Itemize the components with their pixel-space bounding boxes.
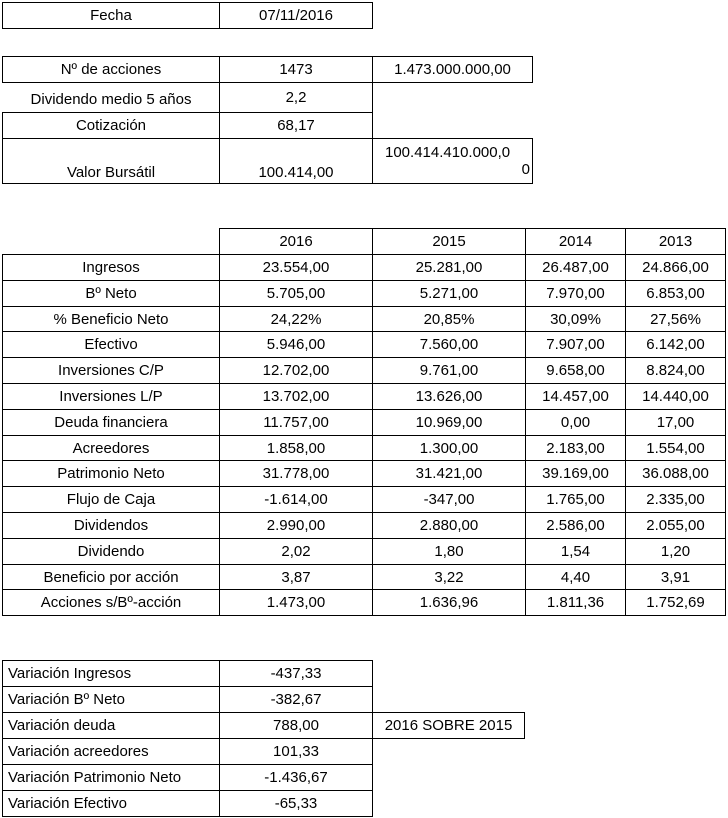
- acciones-value: 1473: [219, 56, 373, 83]
- table-cell: 5.271,00: [372, 280, 526, 307]
- table-cell: 20,85%: [372, 306, 526, 333]
- row-label: Beneficio por acción: [2, 564, 220, 591]
- variation-note: 2016 SOBRE 2015: [372, 712, 525, 739]
- table-cell: 3,22: [372, 564, 526, 591]
- table-cell: 9.658,00: [525, 357, 626, 384]
- variation-value: -437,33: [219, 660, 373, 687]
- table-cell: 12.702,00: [219, 357, 373, 384]
- table-cell: 2.586,00: [525, 512, 626, 539]
- variation-label: Variación Bº Neto: [2, 686, 220, 713]
- valor-bursatil-label: Valor Bursátil: [2, 138, 220, 184]
- table-cell: 7.907,00: [525, 331, 626, 358]
- dividendo-value: 2,2: [219, 82, 373, 113]
- table-cell: 24,22%: [219, 306, 373, 333]
- year-header: 2014: [525, 228, 626, 255]
- table-cell: 2.183,00: [525, 435, 626, 462]
- row-label: Patrimonio Neto: [2, 460, 220, 487]
- table-cell: 1.300,00: [372, 435, 526, 462]
- variation-value: -1.436,67: [219, 764, 373, 791]
- table-cell: 6.142,00: [625, 331, 726, 358]
- variation-value: -65,33: [219, 790, 373, 817]
- table-cell: 31.421,00: [372, 460, 526, 487]
- table-cell: 2,02: [219, 538, 373, 565]
- table-cell: 5.705,00: [219, 280, 373, 307]
- table-cell: 2.055,00: [625, 512, 726, 539]
- table-cell: 7.970,00: [525, 280, 626, 307]
- table-cell: 5.946,00: [219, 331, 373, 358]
- variation-value: -382,67: [219, 686, 373, 713]
- table-cell: 2.335,00: [625, 486, 726, 513]
- table-cell: 17,00: [625, 409, 726, 436]
- table-cell: 8.824,00: [625, 357, 726, 384]
- row-label: Bº Neto: [2, 280, 220, 307]
- acciones-label: Nº de acciones: [2, 56, 220, 83]
- table-cell: 1.473,00: [219, 589, 373, 616]
- valor-bursatil-value: 100.414,00: [219, 138, 373, 184]
- row-label: Flujo de Caja: [2, 486, 220, 513]
- table-cell: 1.858,00: [219, 435, 373, 462]
- fecha-label: Fecha: [2, 2, 220, 29]
- year-header: 2016: [219, 228, 373, 255]
- table-cell: 1.752,69: [625, 589, 726, 616]
- table-cell: 26.487,00: [525, 254, 626, 281]
- valor-total-line1: 100.414.410.000,0: [385, 144, 511, 161]
- row-label: Acreedores: [2, 435, 220, 462]
- variation-label: Variación acreedores: [2, 738, 220, 765]
- row-label: Deuda financiera: [2, 409, 220, 436]
- row-label: Ingresos: [2, 254, 220, 281]
- year-header: 2015: [372, 228, 526, 255]
- table-cell: 1.554,00: [625, 435, 726, 462]
- table-cell: 0,00: [525, 409, 626, 436]
- variation-value: 101,33: [219, 738, 373, 765]
- year-header: 2013: [625, 228, 726, 255]
- table-cell: 14.457,00: [525, 383, 626, 410]
- table-cell: 10.969,00: [372, 409, 526, 436]
- cotizacion-label: Cotización: [2, 112, 220, 139]
- valor-bursatil-total: [372, 138, 533, 184]
- table-cell: 9.761,00: [372, 357, 526, 384]
- table-cell: 6.853,00: [625, 280, 726, 307]
- table-cell: 14.440,00: [625, 383, 726, 410]
- table-cell: 23.554,00: [219, 254, 373, 281]
- valor-total-line2: 0: [521, 161, 530, 178]
- table-cell: 11.757,00: [219, 409, 373, 436]
- table-cell: 7.560,00: [372, 331, 526, 358]
- row-label: Inversiones L/P: [2, 383, 220, 410]
- table-cell: 24.866,00: [625, 254, 726, 281]
- table-cell: 36.088,00: [625, 460, 726, 487]
- row-label: % Beneficio Neto: [2, 306, 220, 333]
- row-label: Dividendos: [2, 512, 220, 539]
- row-label: Acciones s/Bº-acción: [2, 589, 220, 616]
- variation-label: Variación Patrimonio Neto: [2, 764, 220, 791]
- table-cell: 1.811,36: [525, 589, 626, 616]
- variation-label: Variación deuda: [2, 712, 220, 739]
- table-cell: 39.169,00: [525, 460, 626, 487]
- variation-label: Variación Ingresos: [2, 660, 220, 687]
- table-cell: 2.990,00: [219, 512, 373, 539]
- table-cell: 2.880,00: [372, 512, 526, 539]
- row-label: Inversiones C/P: [2, 357, 220, 384]
- table-cell: 31.778,00: [219, 460, 373, 487]
- fecha-value: 07/11/2016: [219, 2, 373, 29]
- variation-label: Variación Efectivo: [2, 790, 220, 817]
- acciones-total: 1.473.000.000,00: [372, 56, 533, 83]
- table-cell: 27,56%: [625, 306, 726, 333]
- row-label: Dividendo: [2, 538, 220, 565]
- table-cell: 1.765,00: [525, 486, 626, 513]
- table-cell: -1.614,00: [219, 486, 373, 513]
- row-label: Efectivo: [2, 331, 220, 358]
- table-cell: 1,20: [625, 538, 726, 565]
- table-cell: 1,54: [525, 538, 626, 565]
- table-cell: -347,00: [372, 486, 526, 513]
- table-cell: 13.626,00: [372, 383, 526, 410]
- table-cell: 30,09%: [525, 306, 626, 333]
- table-cell: 4,40: [525, 564, 626, 591]
- variation-value: 788,00: [219, 712, 373, 739]
- dividendo-label: Dividendo medio 5 años: [2, 86, 220, 113]
- table-cell: 13.702,00: [219, 383, 373, 410]
- table-cell: 1.636,96: [372, 589, 526, 616]
- cotizacion-value: 68,17: [219, 112, 373, 139]
- table-cell: 3,87: [219, 564, 373, 591]
- table-cell: 3,91: [625, 564, 726, 591]
- table-cell: 1,80: [372, 538, 526, 565]
- table-cell: 25.281,00: [372, 254, 526, 281]
